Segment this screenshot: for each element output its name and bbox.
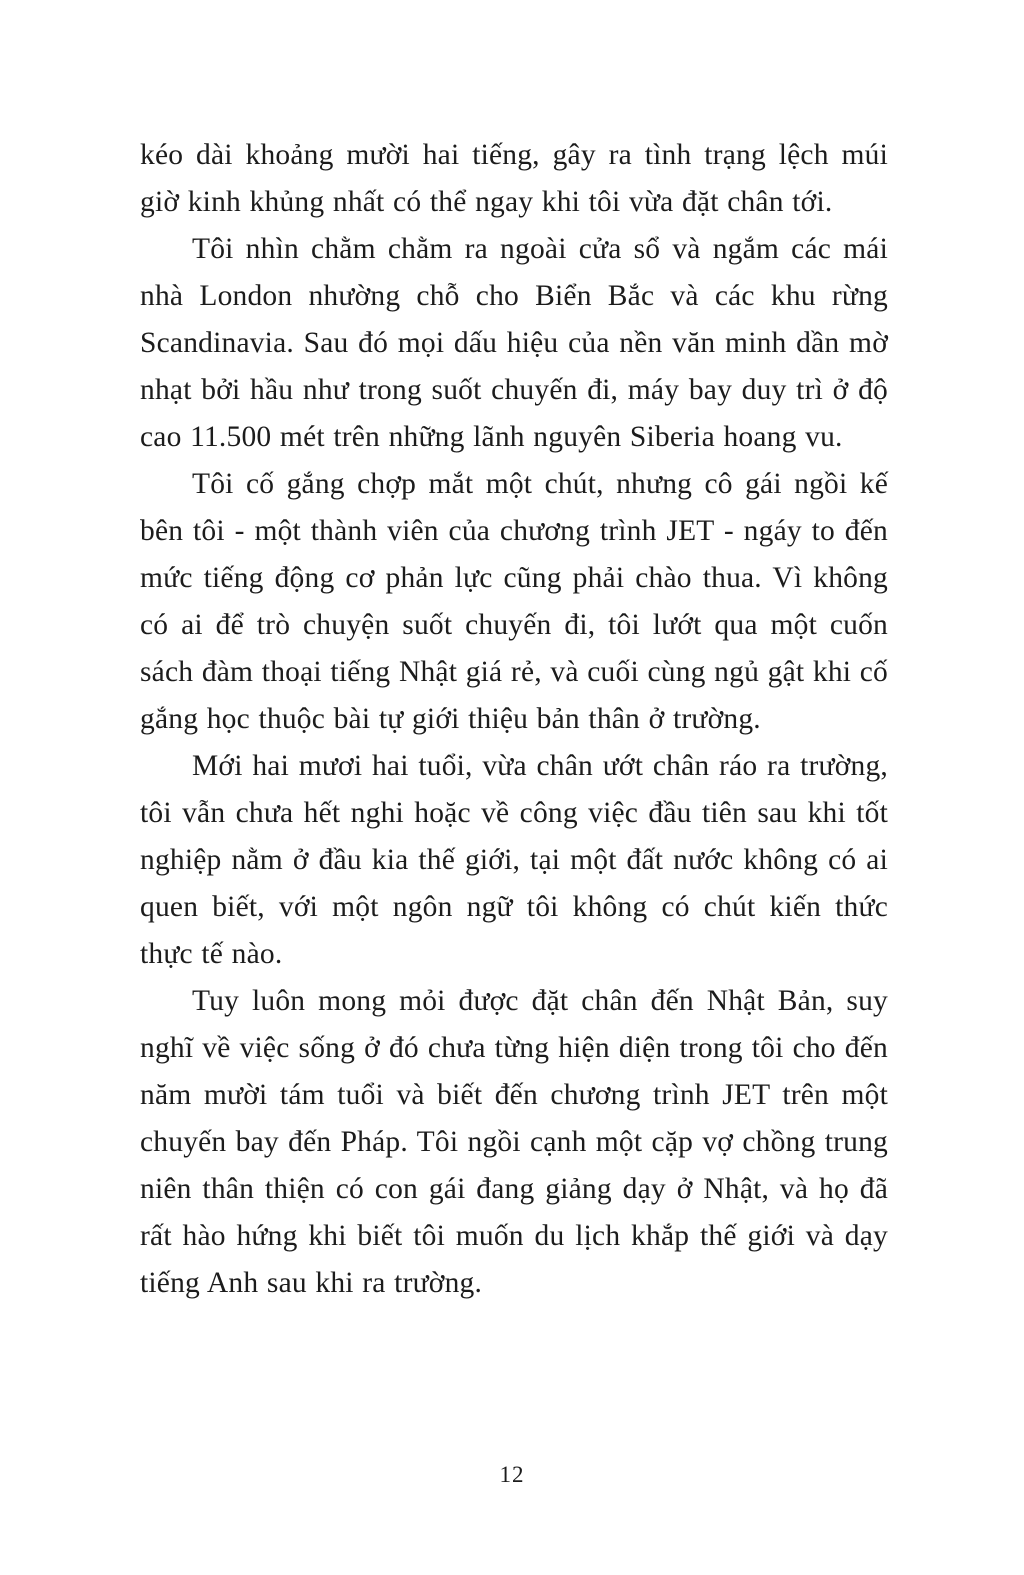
text-block	[140, 132, 888, 1307]
paragraph: Tôi nhìn chằm chằm ra ngoài cửa sổ và ngắm các mái nhà London nhường chỗ cho Biển Bắc và các khu rừng Scandinavia. Sau đó mọi dấu hiệu của nền văn minh dần mờ nhạt bởi hầu như trong suốt chuyến đi, máy bay duy trì ở độ cao 11.500 mét trên những lãnh nguyên Siberia hoang vu.	[140, 233, 888, 453]
page-number: 12	[499, 1462, 525, 1487]
paragraph: Mới hai mươi hai tuổi, vừa chân ướt chân ráo ra trường, tôi vẫn chưa hết nghi hoặc về công việc đầu tiên sau khi tốt nghiệp nằm ở đầu kia thế giới, tại một đất nước không có ai quen biết, với một ngôn ngữ tôi không có chút kiến thức thực tế nào.	[140, 750, 888, 970]
paragraph: Tuy luôn mong mỏi được đặt chân đến Nhật Bản, suy nghĩ về việc sống ở đó chưa từng hiện diện trong tôi cho đến năm mười tám tuổi và biết đến chương trình JET trên một chuyến bay đến Pháp. Tôi ngồi cạnh một cặp vợ chồng trung niên thân thiện có con gái đang giảng dạy ở Nhật, và họ đã rất hào hứng khi biết tôi muốn du lịch khắp thế giới và dạy tiếng Anh sau khi ra trường.	[140, 985, 888, 1299]
paragraph-continuation: kéo dài khoảng mười hai tiếng, gây ra tình trạng lệch múi giờ kinh khủng nhất có thể ngay khi tôi vừa đặt chân tới.	[140, 139, 888, 218]
paragraph: Tôi cố gắng chợp mắt một chút, nhưng cô gái ngồi kế bên tôi - một thành viên của chương trình JET - ngáy to đến mức tiếng động cơ phản lực cũng phải chào thua. Vì không có ai để trò chuyện suốt chuyến đi, tôi lướt qua một cuốn sách đàm thoại tiếng Nhật giá rẻ, và cuối cùng ngủ gật khi cố gắng học thuộc bài tự giới thiệu bản thân ở trường.	[140, 468, 888, 735]
